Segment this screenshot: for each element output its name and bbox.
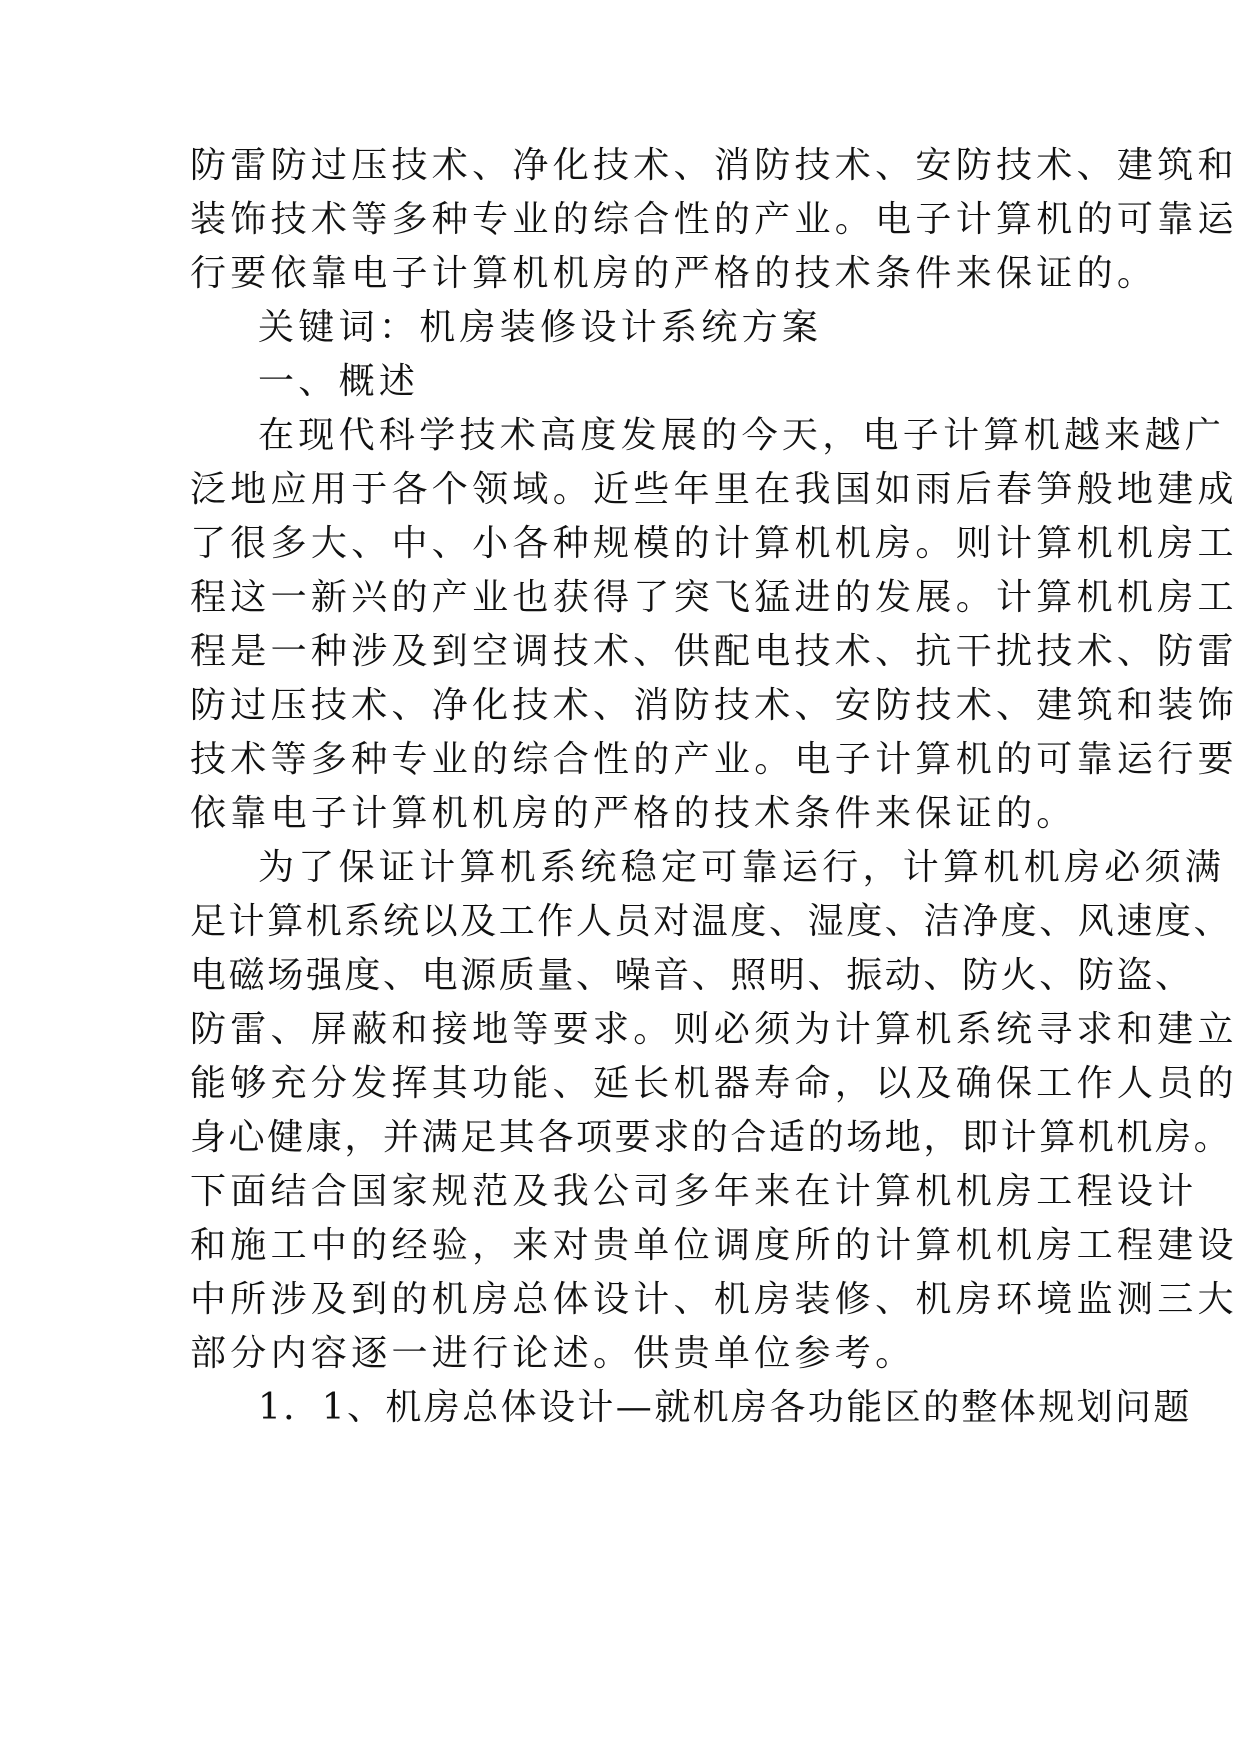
text-line-18: 能够充分发挥其功能、延长机器寿命，以及确保工作人员的	[190, 1063, 1238, 1104]
text-line-13: 依靠电子计算机机房的严格的技术条件来保证的。	[190, 793, 1077, 834]
text-line-19: 身心健康，并满足其各项要求的合适的场地，即计算机机房。	[190, 1117, 1233, 1158]
text-line-16: 电磁场强度、电源质量、噪音、照明、振动、防火、防盗、	[190, 955, 1194, 996]
text-line-8: 了很多大、中、小各种规模的计算机机房。则计算机机房工	[190, 523, 1238, 564]
text-line-17: 防雷、屏蔽和接地等要求。则必须为计算机系统寻求和建立	[190, 1009, 1238, 1050]
text-line-9: 程这一新兴的产业也获得了突飞猛进的发展。计算机机房工	[190, 577, 1238, 618]
text-line-23: 部分内容逐一进行论述。供贵单位参考。	[190, 1333, 916, 1374]
text-line-20: 下面结合国家规范及我公司多年来在计算机机房工程设计	[190, 1171, 1198, 1212]
text-line-6: 在现代科学技术高度发展的今天，电子计算机越来越广	[258, 415, 1226, 456]
section-heading-1-1: 1．1、机房总体设计—就机房各功能区的整体规划问题	[258, 1387, 1192, 1428]
text-line-10: 程是一种涉及到空调技术、供配电技术、抗干扰技术、防雷	[190, 631, 1238, 672]
keywords-line: 关键词：机房装修设计系统方案	[258, 307, 823, 348]
text-line-1: 防雷防过压技术、净化技术、消防技术、安防技术、建筑和	[190, 145, 1238, 186]
section-heading-overview: 一、概述	[258, 361, 420, 402]
text-line-12: 技术等多种专业的综合性的产业。电子计算机的可靠运行要	[190, 739, 1238, 780]
text-line-22: 中所涉及到的机房总体设计、机房装修、机房环境监测三大	[190, 1279, 1238, 1320]
text-line-15: 足计算机系统以及工作人员对温度、湿度、洁净度、风速度、	[190, 901, 1233, 942]
text-line-21: 和施工中的经验，来对贵单位调度所的计算机机房工程建设	[190, 1225, 1238, 1266]
text-line-11: 防过压技术、净化技术、消防技术、安防技术、建筑和装饰	[190, 685, 1238, 726]
text-line-3: 行要依靠电子计算机机房的严格的技术条件来保证的。	[190, 253, 1158, 294]
text-line-2: 装饰技术等多种专业的综合性的产业。电子计算机的可靠运	[190, 199, 1238, 240]
text-line-14: 为了保证计算机系统稳定可靠运行，计算机机房必须满	[258, 847, 1226, 888]
text-line-7: 泛地应用于各个领域。近些年里在我国如雨后春笋般地建成	[190, 469, 1238, 510]
